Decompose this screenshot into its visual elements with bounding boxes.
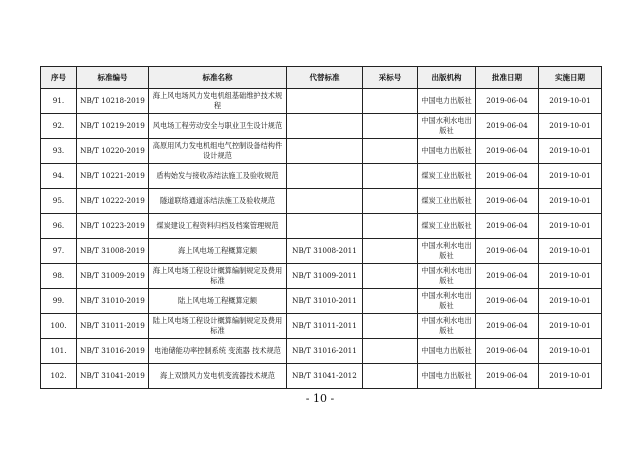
cell-replaced-standard (287, 89, 363, 114)
cell-adoption-number (363, 164, 418, 189)
cell-standard-number: NB/T 10218-2019 (77, 89, 149, 114)
table-row (41, 114, 602, 139)
cell-index: 93. (41, 139, 77, 164)
cell-publisher: 中国水利水电出版社 (418, 239, 476, 264)
cell-standard-number: NB/T 31041-2019 (77, 364, 149, 389)
cell-standard-name: 风电场工程劳动安全与职业卫生设计规范 (149, 114, 287, 139)
cell-publisher: 中国水利水电出版社 (418, 289, 476, 314)
cell-effective-date: 2019-10-01 (539, 89, 602, 114)
cell-index: 96. (41, 214, 77, 239)
header-cell-effective-date: 实施日期 (539, 67, 602, 89)
table-row (41, 364, 602, 389)
cell-index: 101. (41, 339, 77, 364)
cell-replaced-standard (287, 189, 363, 214)
cell-adoption-number (363, 314, 418, 339)
cell-publisher: 煤炭工业出版社 (418, 214, 476, 239)
cell-adoption-number (363, 339, 418, 364)
cell-index: 102. (41, 364, 77, 389)
cell-adoption-number (363, 114, 418, 139)
cell-publisher: 中国水利水电出版社 (418, 314, 476, 339)
cell-effective-date: 2019-10-01 (539, 164, 602, 189)
cell-publisher: 煤炭工业出版社 (418, 189, 476, 214)
cell-effective-date: 2019-10-01 (539, 289, 602, 314)
cell-index: 98. (41, 264, 77, 289)
cell-approval-date: 2019-06-04 (476, 239, 539, 264)
cell-approval-date: 2019-06-04 (476, 339, 539, 364)
cell-publisher: 中国水利水电出版社 (418, 264, 476, 289)
header-cell-publisher: 出版机构 (418, 67, 476, 89)
cell-adoption-number (363, 239, 418, 264)
cell-index: 99. (41, 289, 77, 314)
cell-standard-name: 盾构始发与接收冻结法施工及验收规范 (149, 164, 287, 189)
cell-standard-name: 海上风电场工程概算定额 (149, 239, 287, 264)
standards-table (40, 66, 602, 389)
cell-standard-name: 海上风电场工程设计概算编制规定及费用标准 (149, 264, 287, 289)
cell-standard-number: NB/T 10221-2019 (77, 164, 149, 189)
cell-index: 91. (41, 89, 77, 114)
cell-effective-date: 2019-10-01 (539, 339, 602, 364)
table-row (41, 139, 602, 164)
cell-index: 95. (41, 189, 77, 214)
cell-replaced-standard: NB/T 31041-2012 (287, 364, 363, 389)
cell-standard-number: NB/T 10223-2019 (77, 214, 149, 239)
table-row (41, 89, 602, 114)
cell-effective-date: 2019-10-01 (539, 364, 602, 389)
cell-standard-number: NB/T 10222-2019 (77, 189, 149, 214)
cell-standard-number: NB/T 31009-2019 (77, 264, 149, 289)
cell-index: 100. (41, 314, 77, 339)
cell-standard-name: 煤炭建设工程资料归档及档案管理规范 (149, 214, 287, 239)
cell-adoption-number (363, 289, 418, 314)
header-cell-standard-number: 标准编号 (77, 67, 149, 89)
cell-publisher: 中国水利水电出版社 (418, 114, 476, 139)
cell-publisher: 中国电力出版社 (418, 89, 476, 114)
header-cell-approval-date: 批准日期 (476, 67, 539, 89)
cell-standard-number: NB/T 10219-2019 (77, 114, 149, 139)
page-number: - 10 - (305, 392, 335, 405)
header-cell-standard-name: 标准名称 (149, 67, 287, 89)
cell-adoption-number (363, 214, 418, 239)
cell-publisher: 煤炭工业出版社 (418, 164, 476, 189)
cell-publisher: 中国电力出版社 (418, 339, 476, 364)
table-row (41, 264, 602, 289)
cell-adoption-number (363, 189, 418, 214)
cell-replaced-standard (287, 214, 363, 239)
cell-approval-date: 2019-06-04 (476, 89, 539, 114)
cell-standard-number: NB/T 10220-2019 (77, 139, 149, 164)
cell-approval-date: 2019-06-04 (476, 264, 539, 289)
header-cell-index: 序号 (41, 67, 77, 89)
cell-approval-date: 2019-06-04 (476, 314, 539, 339)
cell-publisher: 中国电力出版社 (418, 139, 476, 164)
cell-adoption-number (363, 139, 418, 164)
cell-standard-name: 陆上风电场工程概算定额 (149, 289, 287, 314)
cell-effective-date: 2019-10-01 (539, 139, 602, 164)
cell-approval-date: 2019-06-04 (476, 114, 539, 139)
cell-standard-number: NB/T 31016-2019 (77, 339, 149, 364)
cell-replaced-standard: NB/T 31011-2011 (287, 314, 363, 339)
cell-effective-date: 2019-10-01 (539, 264, 602, 289)
table-row (41, 239, 602, 264)
table-row (41, 189, 602, 214)
cell-replaced-standard: NB/T 31010-2011 (287, 289, 363, 314)
table-row (41, 164, 602, 189)
cell-approval-date: 2019-06-04 (476, 214, 539, 239)
cell-approval-date: 2019-06-04 (476, 364, 539, 389)
table-header-row (41, 67, 602, 89)
table-row (41, 214, 602, 239)
cell-standard-name: 隧道联络通道冻结法施工及验收规范 (149, 189, 287, 214)
cell-standard-name: 海上双馈风力发电机变流器技术规范 (149, 364, 287, 389)
cell-standard-name: 陆上风电场工程设计概算编制规定及费用标准 (149, 314, 287, 339)
cell-effective-date: 2019-10-01 (539, 189, 602, 214)
cell-adoption-number (363, 364, 418, 389)
cell-approval-date: 2019-06-04 (476, 189, 539, 214)
cell-replaced-standard: NB/T 31008-2011 (287, 239, 363, 264)
cell-replaced-standard: NB/T 31009-2011 (287, 264, 363, 289)
cell-effective-date: 2019-10-01 (539, 214, 602, 239)
cell-standard-name: 高原用风力发电机组电气控制设备结构件设计规范 (149, 139, 287, 164)
cell-replaced-standard (287, 164, 363, 189)
table-body (41, 89, 602, 389)
cell-replaced-standard (287, 139, 363, 164)
table-row (41, 339, 602, 364)
cell-publisher: 中国电力出版社 (418, 364, 476, 389)
cell-index: 94. (41, 164, 77, 189)
cell-approval-date: 2019-06-04 (476, 164, 539, 189)
cell-approval-date: 2019-06-04 (476, 289, 539, 314)
cell-standard-name: 海上风电场风力发电机组基础维护技术规程 (149, 89, 287, 114)
header-cell-adoption-number: 采标号 (363, 67, 418, 89)
cell-effective-date: 2019-10-01 (539, 314, 602, 339)
cell-effective-date: 2019-10-01 (539, 114, 602, 139)
header-cell-replaced-standard: 代替标准 (287, 67, 363, 89)
cell-replaced-standard (287, 114, 363, 139)
cell-standard-number: NB/T 31011-2019 (77, 314, 149, 339)
cell-replaced-standard: NB/T 31016-2011 (287, 339, 363, 364)
cell-standard-number: NB/T 31008-2019 (77, 239, 149, 264)
cell-effective-date: 2019-10-01 (539, 239, 602, 264)
cell-adoption-number (363, 89, 418, 114)
cell-index: 92. (41, 114, 77, 139)
table-row (41, 289, 602, 314)
table-row (41, 314, 602, 339)
cell-adoption-number (363, 264, 418, 289)
cell-standard-name: 电池储能功率控制系统 变流器 技术规范 (149, 339, 287, 364)
cell-approval-date: 2019-06-04 (476, 139, 539, 164)
cell-index: 97. (41, 239, 77, 264)
cell-standard-number: NB/T 31010-2019 (77, 289, 149, 314)
